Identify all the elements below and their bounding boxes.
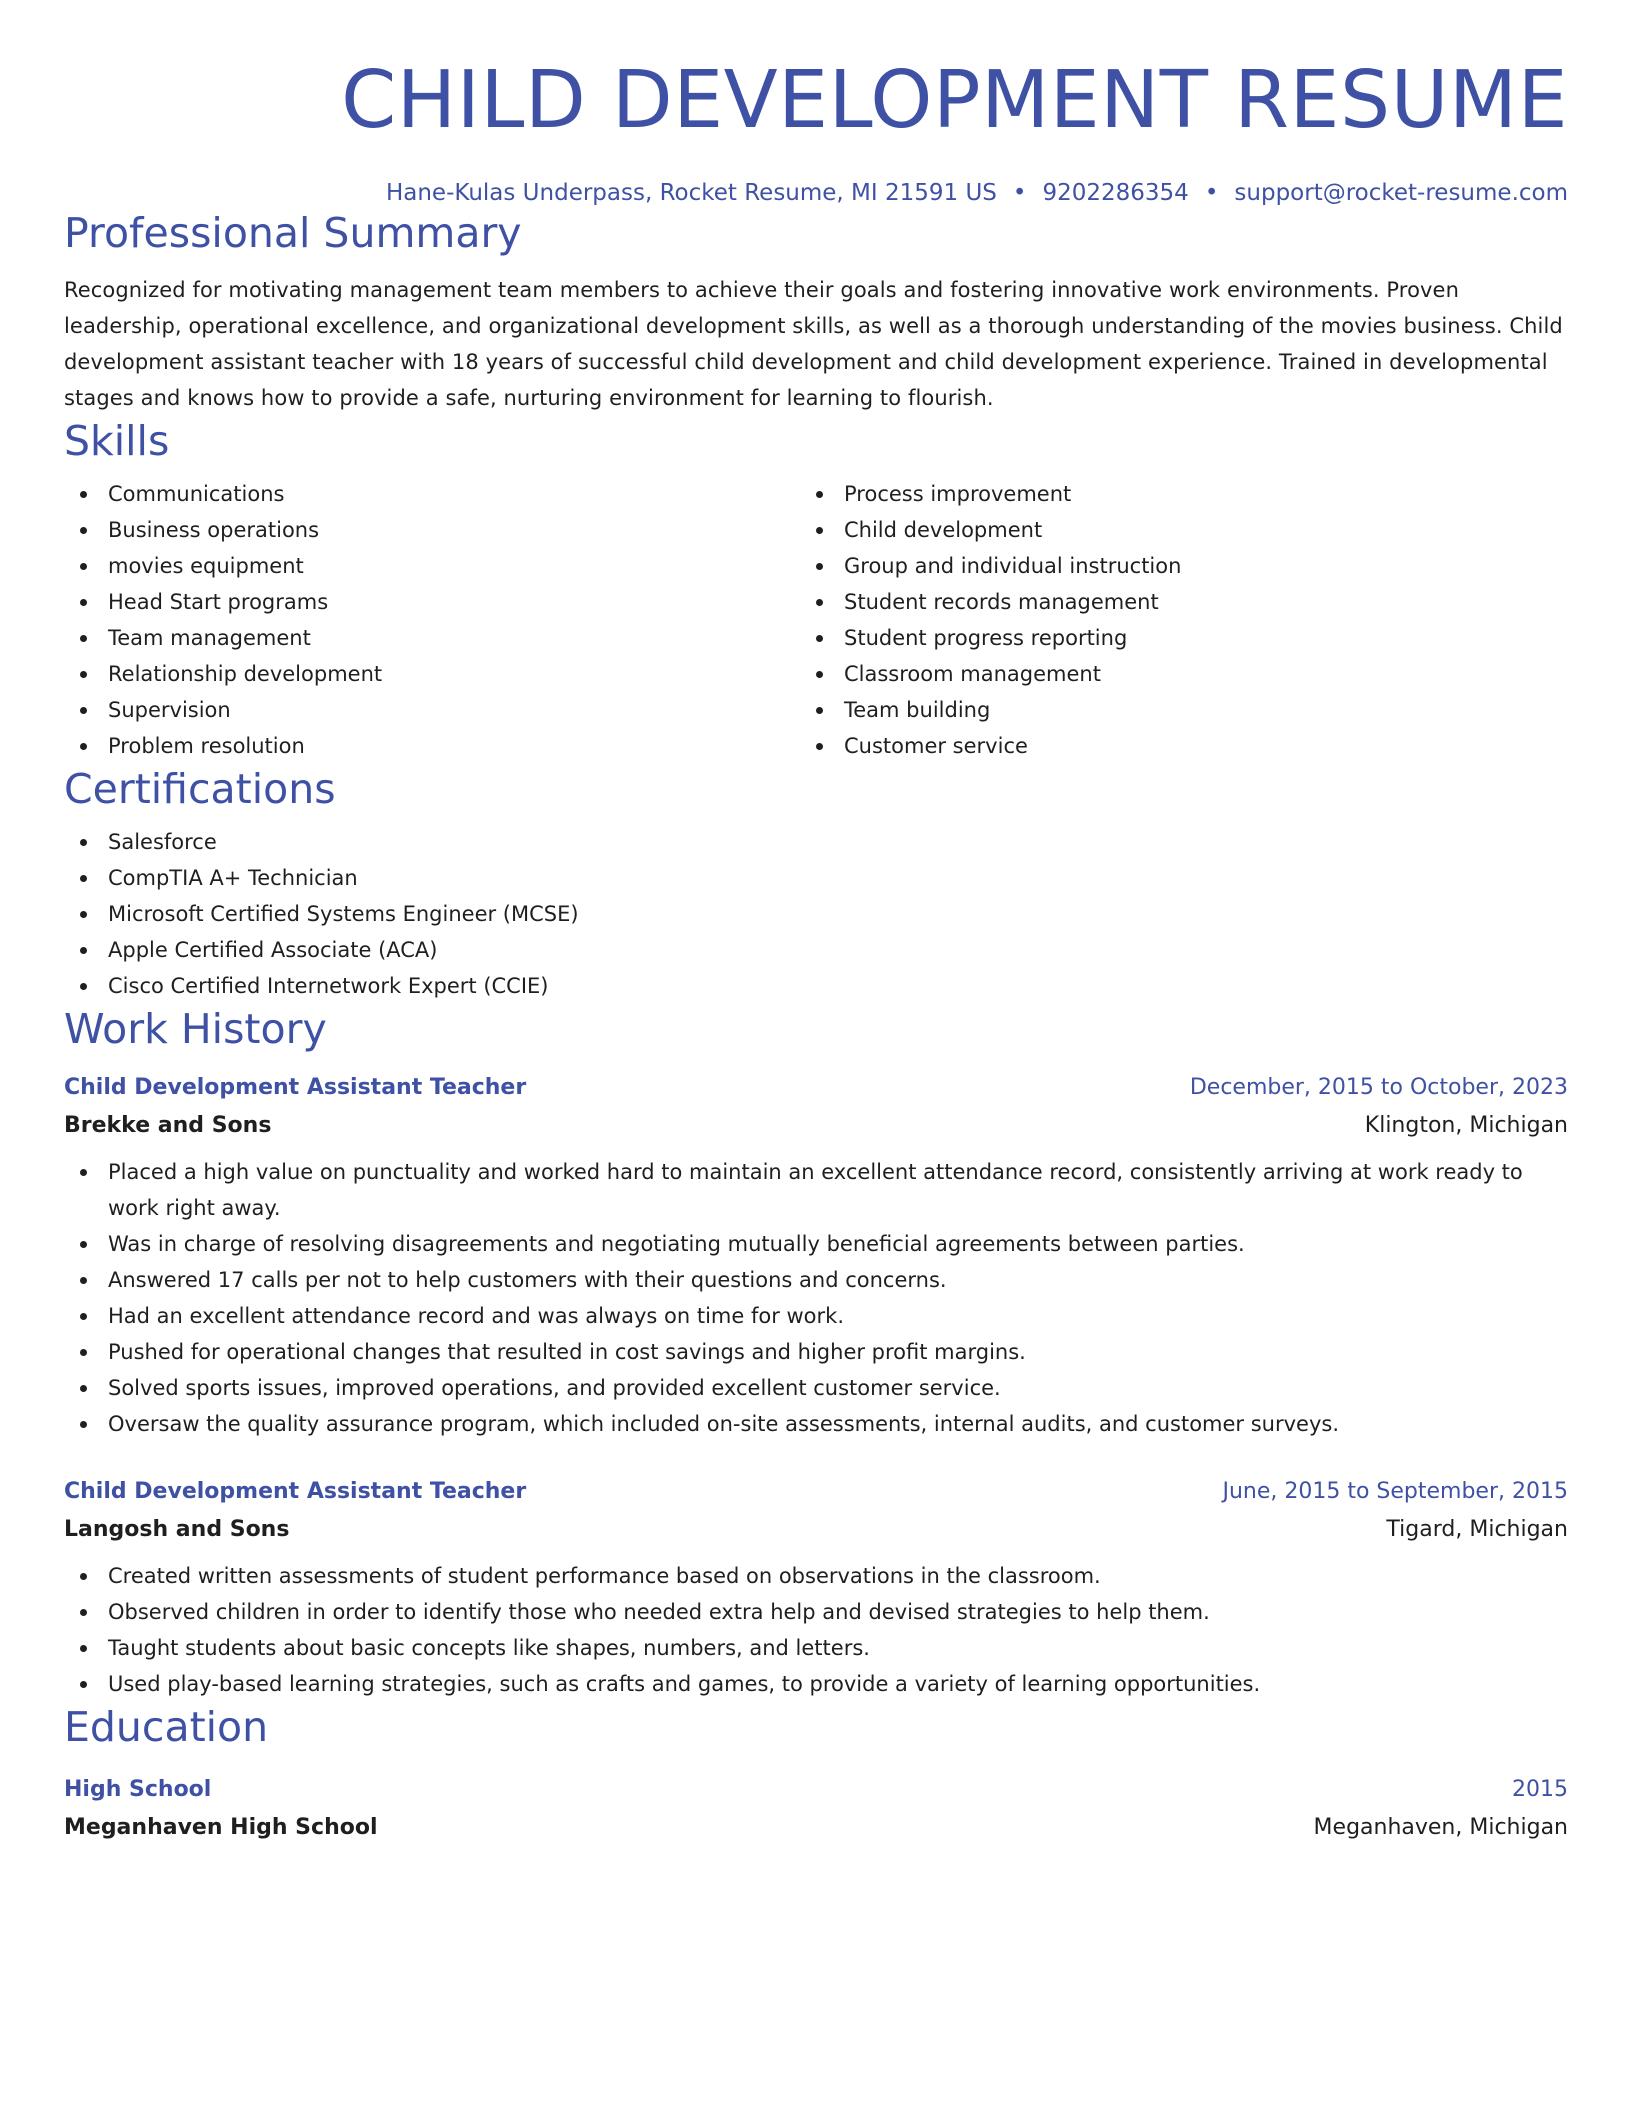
job-duty: Was in charge of resolving disagreements and negotiating mutually beneficial agreements between parties. <box>64 1226 1568 1262</box>
job-duty: Pushed for operational changes that resulted in cost savings and higher profit margins. <box>64 1334 1568 1370</box>
summary-text: Recognized for motivating management team members to achieve their goals and fostering innovative work environments. Proven leadership, operational excellence, and organizational development skills, as well as a thorough understanding of the movies business. Child development assistant teacher with 18 years of successful child development and child development experience. Trained in developmental stages and knows how to provide a safe, nurturing environment for learning to flourish. <box>64 278 1563 410</box>
job-title-row <box>64 1476 1568 1508</box>
skill-item: Problem resolution <box>64 728 800 764</box>
job-duty: Oversaw the quality assurance program, which included on-site assessments, internal audits, and customer surveys. <box>64 1406 1568 1442</box>
job-employer: Langosh and Sons <box>64 1517 290 1542</box>
skills-grid <box>64 476 1568 764</box>
resume-header <box>64 0 1568 208</box>
education-degree-row <box>64 1774 1568 1806</box>
job-duty: Observed children in order to identify those who needed extra help and devised strategies to help them. <box>64 1594 1568 1630</box>
certification-item: Microsoft Certified Systems Engineer (MCSE) <box>64 896 1568 932</box>
job-location: Klington, Michigan <box>1364 1113 1568 1138</box>
job-duties-list <box>64 1558 1568 1702</box>
job-duty: Created written assessments of student performance based on observations in the classroom. <box>64 1558 1568 1594</box>
job-duty: Solved sports issues, improved operations, and provided excellent customer service. <box>64 1370 1568 1406</box>
skill-item: Supervision <box>64 692 800 728</box>
education-year: 2015 <box>1512 1777 1568 1802</box>
contact-separator: • <box>1012 180 1027 206</box>
skill-item: Student records management <box>800 584 1536 620</box>
skill-item: Team building <box>800 692 1536 728</box>
job-duty: Placed a high value on punctuality and worked hard to maintain an excellent attendance record, consistently arriving at work ready to work right away. <box>64 1154 1568 1226</box>
education-location: Meganhaven, Michigan <box>1313 1815 1568 1840</box>
job-duty: Used play-based learning strategies, such as crafts and games, to provide a variety of learning opportunities. <box>64 1666 1568 1702</box>
job-title: Child Development Assistant Teacher <box>64 1075 527 1100</box>
skill-item: Student progress reporting <box>800 620 1536 656</box>
skills-left-list <box>64 476 800 764</box>
contact-address: Hane-Kulas Underpass, Rocket Resume, MI 21591 US <box>385 180 997 206</box>
education-school-row <box>64 1806 1568 1844</box>
job-employer-row <box>64 1104 1568 1142</box>
job-entry <box>64 1476 1568 1702</box>
job-title-row <box>64 1072 1568 1104</box>
job-entry <box>64 1072 1568 1442</box>
skill-item: Communications <box>64 476 800 512</box>
skill-item: Team management <box>64 620 800 656</box>
contact-phone: 9202286354 <box>1042 180 1189 206</box>
job-duties-list <box>64 1154 1568 1442</box>
skill-item: Process improvement <box>800 476 1536 512</box>
job-employer: Brekke and Sons <box>64 1113 272 1138</box>
certifications-heading: Certifications <box>64 765 336 813</box>
job-location: Tigard, Michigan <box>1386 1517 1568 1542</box>
contact-email[interactable]: support@rocket-resume.com <box>1234 180 1568 206</box>
certifications-list <box>64 824 1568 1004</box>
resume-title: CHILD DEVELOPMENT RESUME <box>341 54 1568 146</box>
job-duty: Answered 17 calls per not to help customers with their questions and concerns. <box>64 1262 1568 1298</box>
summary-heading: Professional Summary <box>64 209 522 257</box>
skill-item: movies equipment <box>64 548 800 584</box>
job-dates: December, 2015 to October, 2023 <box>1189 1075 1568 1100</box>
contact-separator: • <box>1204 180 1219 206</box>
job-duty: Had an excellent attendance record and was always on time for work. <box>64 1298 1568 1334</box>
job-title: Child Development Assistant Teacher <box>64 1479 527 1504</box>
skill-item: Customer service <box>800 728 1536 764</box>
skill-item: Child development <box>800 512 1536 548</box>
skill-item: Relationship development <box>64 656 800 692</box>
skill-item: Head Start programs <box>64 584 800 620</box>
job-duty: Taught students about basic concepts like shapes, numbers, and letters. <box>64 1630 1568 1666</box>
education-entry <box>64 1774 1568 1844</box>
skills-right-list <box>800 476 1536 764</box>
skill-item: Classroom management <box>800 656 1536 692</box>
skill-item: Business operations <box>64 512 800 548</box>
work-history-heading: Work History <box>64 1005 327 1053</box>
education-degree: High School <box>64 1777 212 1802</box>
certification-item: Apple Certified Associate (ACA) <box>64 932 1568 968</box>
skill-item: Group and individual instruction <box>800 548 1536 584</box>
contact-line <box>64 178 1568 208</box>
certification-item: CompTIA A+ Technician <box>64 860 1568 896</box>
job-employer-row <box>64 1508 1568 1546</box>
certification-item: Cisco Certified Internetwork Expert (CCIE) <box>64 968 1568 1004</box>
job-dates: June, 2015 to September, 2015 <box>1222 1479 1568 1504</box>
skills-heading: Skills <box>64 417 170 465</box>
certification-item: Salesforce <box>64 824 1568 860</box>
education-heading: Education <box>64 1703 269 1751</box>
education-school: Meganhaven High School <box>64 1815 378 1840</box>
